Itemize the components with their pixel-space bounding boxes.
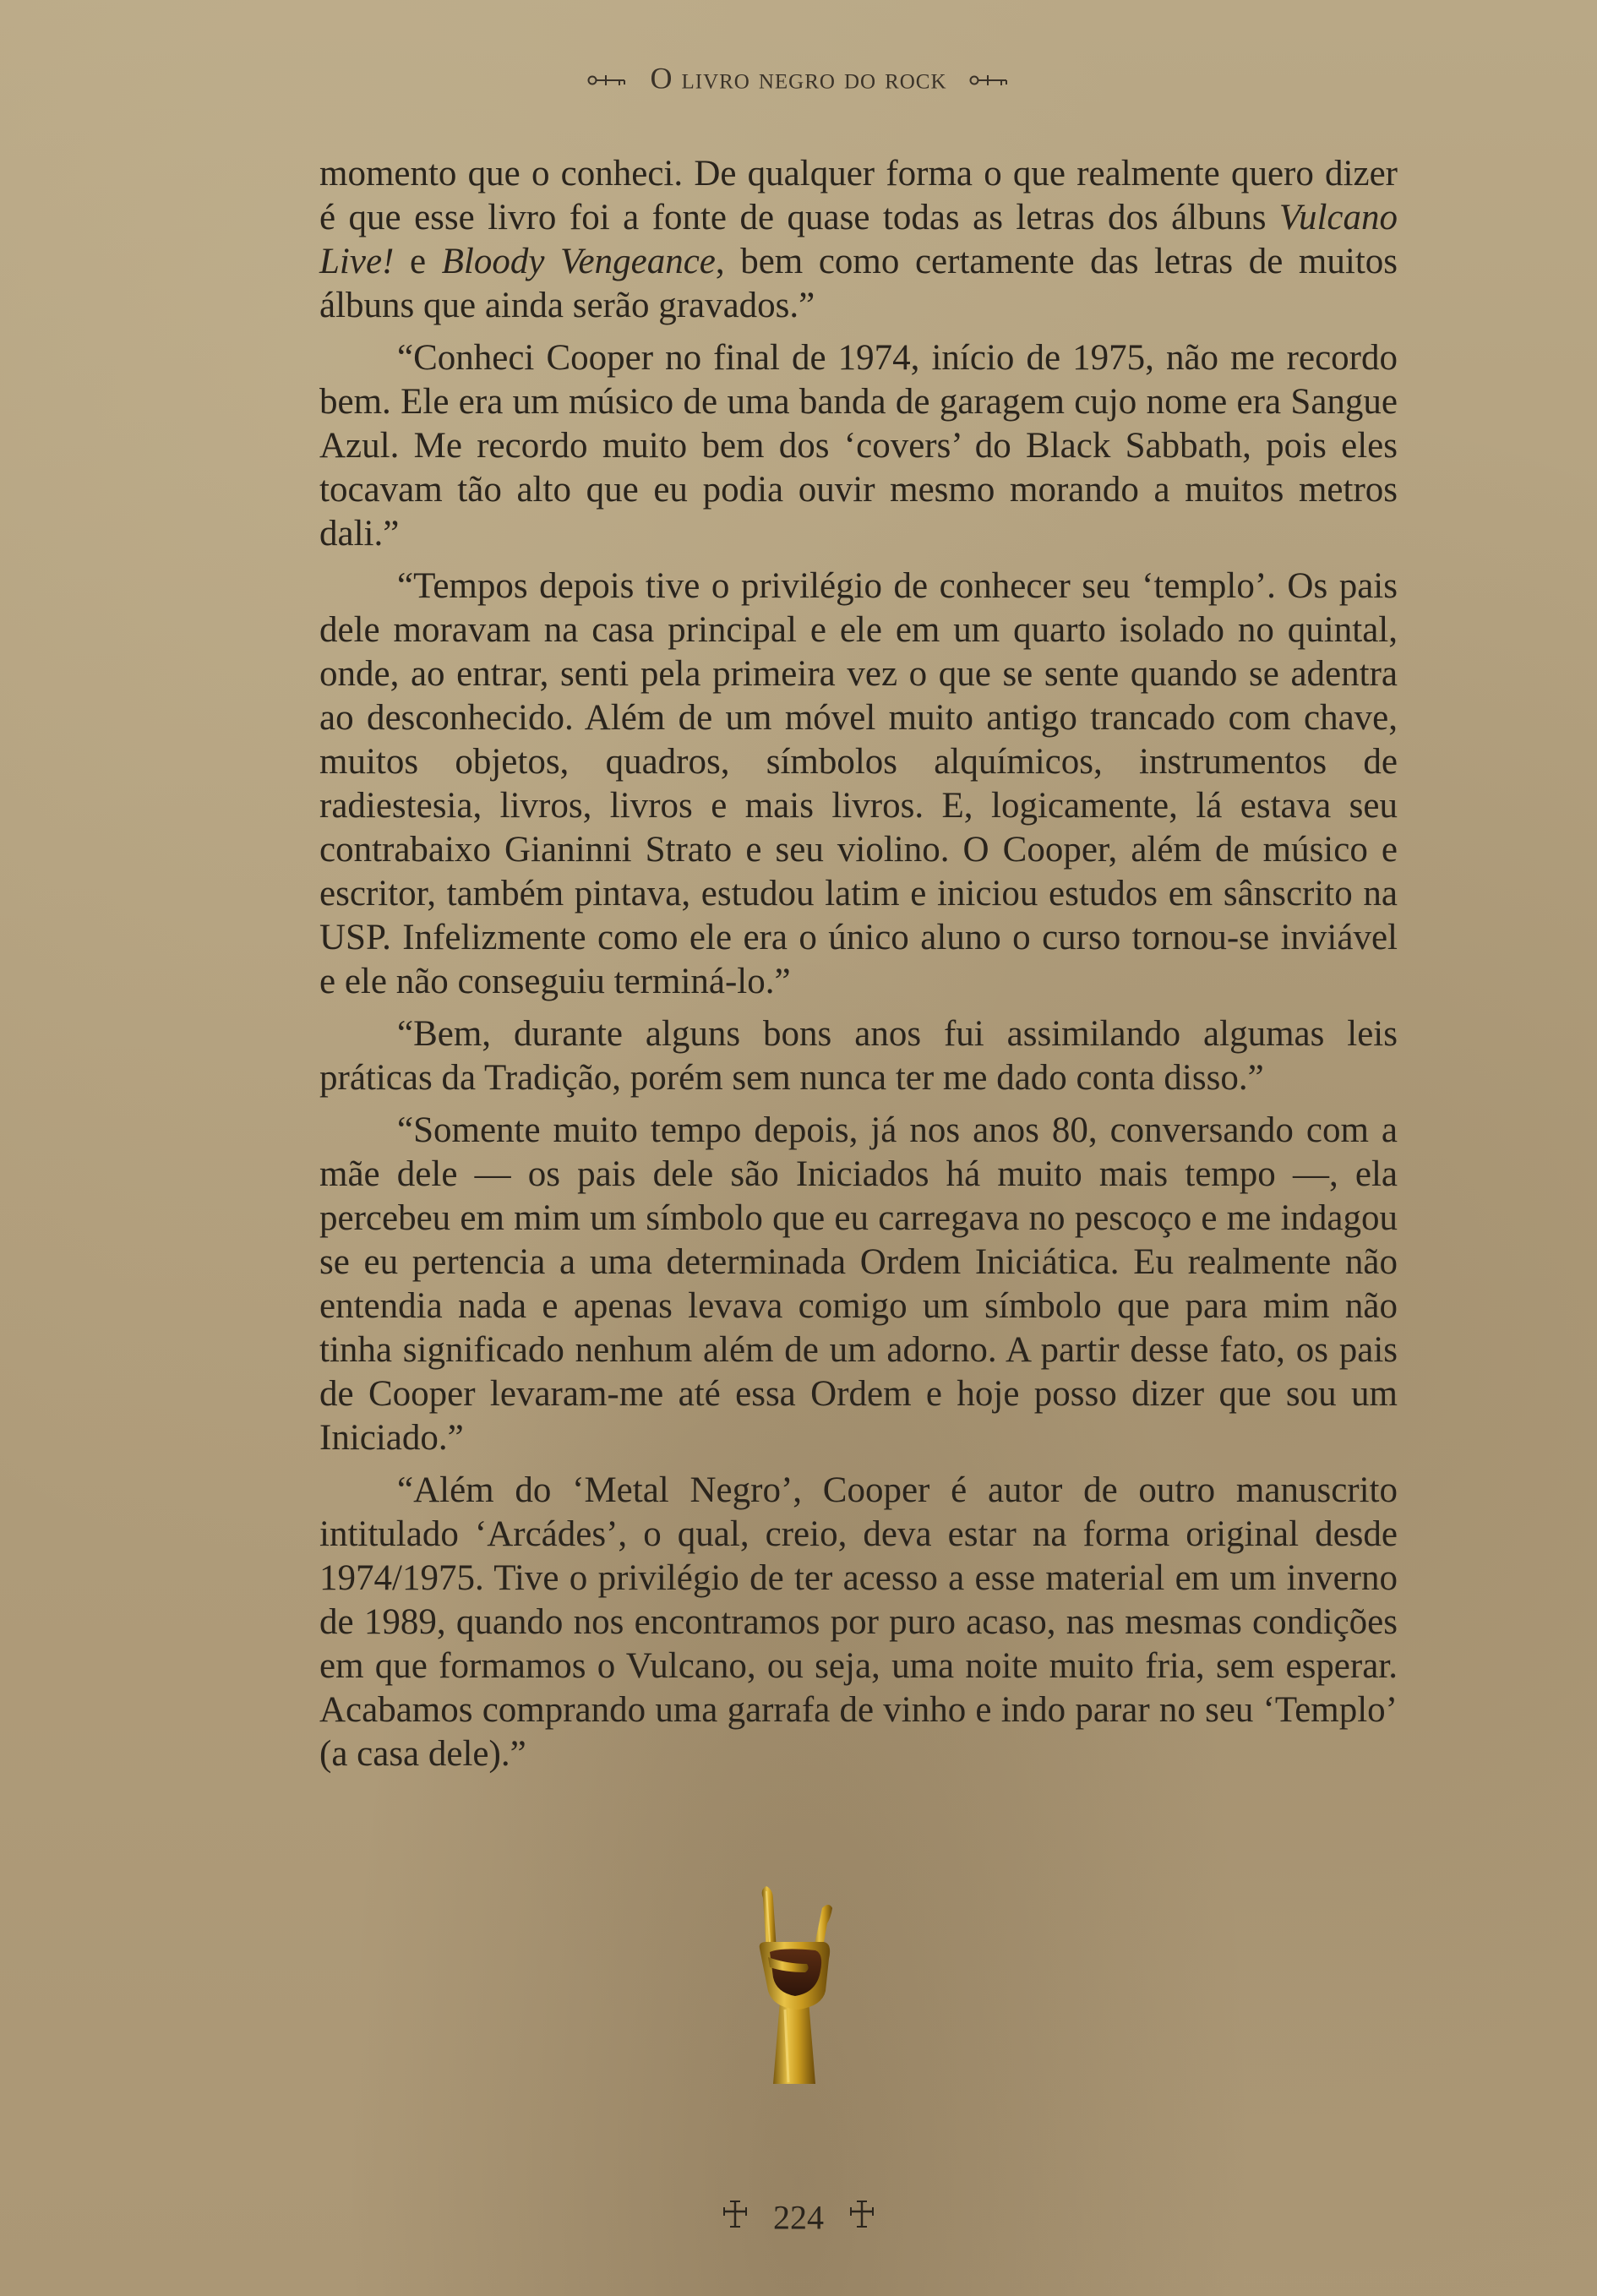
paragraph-text: “Tempos depois tive o privilégio de conhecer seu ‘templo’. Os pais dele moravam na casa principal e ele em um quarto isolado no quintal, onde, ao entrar, senti pela primeira vez o que se sente quando se adentra ao desconhecido. Além de um móvel muito antigo trancado com chave, muitos objetos, quadros, símbolos alquímicos, instrumentos de radiestesia, livros, livros e mais livros. E, logicamente, lá estava seu contrabaixo Gianinni Strato e seu violino. O Cooper, além de músico e escritor, também pintava, estudou latim e iniciou estudos em sânscrito na USP. Infelizmente como ele era o único aluno o curso tornou-se inviável e ele não conseguiu terminá-lo.” — [319, 566, 1398, 1001]
key-ornament-icon — [587, 61, 628, 96]
paragraph — [319, 1012, 1398, 1100]
key-ornament-icon — [969, 61, 1010, 96]
paragraph-text: “Conheci Cooper no final de 1974, início de 1975, não me recordo bem. Ele era um músico de uma banda de garagem cujo nome era Sangue Azul. Me recordo muito bem dos ‘covers’ do Black Sabbath, pois eles tocavam tão alto que eu podia ouvir mesmo morando a muitos metros dali.” — [319, 338, 1398, 554]
paragraph-text: e — [394, 242, 442, 281]
italic-title: Bloody Vengeance — [441, 242, 716, 281]
paragraph-text: “Bem, durante alguns bons anos fui assimilando algumas leis práticas da Tradição, porém sem nunca ter me dado conta disso.” — [319, 1014, 1398, 1098]
paragraph — [319, 564, 1398, 1004]
cross-ornament-icon — [848, 2197, 876, 2237]
paragraph-text: momento que o conheci. De qualquer forma o que realmente quero dizer é que esse livro foi a fonte de quase todas as letras dos álbuns — [319, 154, 1398, 237]
paragraph — [319, 336, 1398, 556]
paragraph — [319, 1109, 1398, 1460]
page-number: 224 — [773, 2198, 824, 2237]
body-text — [319, 152, 1398, 1785]
running-header — [0, 57, 1597, 96]
paragraph — [319, 1469, 1398, 1776]
cross-ornament-icon — [721, 2197, 749, 2237]
paragraph — [319, 152, 1398, 328]
paragraph-text: “Além do ‘Metal Negro’, Cooper é autor de outro manuscrito intitulado ‘Arcádes’, o qual, creio, deva estar na forma original desde 1974/1975. Tive o privilégio de ter acesso a esse material em um inverno de 1989, quando nos encontramos por puro acaso, nas mesmas condições em que formamos o Vulcano, ou seja, uma noite muito fria, sem esperar. Acabamos comprando uma garrafa de vinho e indo parar no seu ‘Templo’ (a casa dele).” — [319, 1470, 1398, 1774]
paragraph-text: “Somente muito tempo depois, já nos anos 80, conversando com a mãe dele — os pais dele são Iniciados há muito mais tempo —, ela percebeu em mim um símbolo que eu carregava no pescoço e me indagou se eu pertencia a uma determinada Ordem Iniciática. Eu realmente não entendia nada e apenas levava comigo um símbolo que para mim não tinha significado nenhum além de um adorno. A partir desse fato, os pais de Cooper levaram-me até essa Ordem e hoje posso dizer que sou um Iniciado.” — [319, 1110, 1398, 1458]
golden-horns-hand-icon — [748, 1883, 841, 2086]
paragraph-text: , bem como certamente das letras de muitos álbuns que ainda serão gravados.” — [319, 242, 1398, 325]
book-title: O livro negro do rock — [650, 61, 947, 95]
italic-title: Vulcano Live! — [319, 198, 1398, 281]
page-footer — [0, 2194, 1597, 2237]
